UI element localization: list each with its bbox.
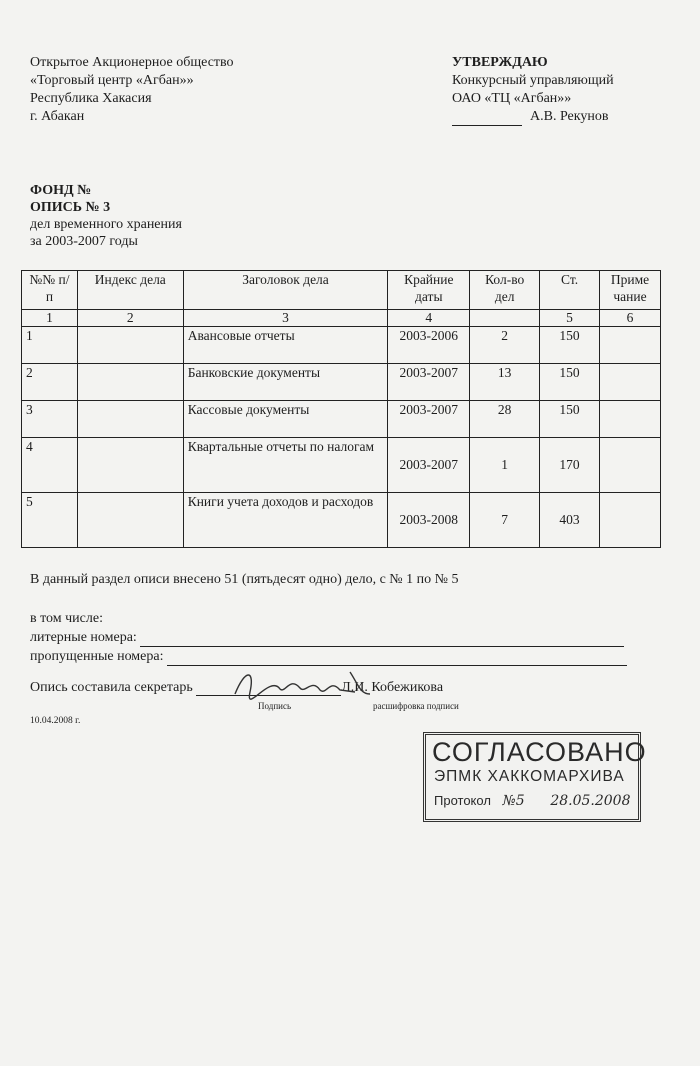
org-line: «Торговый центр «Агбан»» — [30, 73, 194, 88]
cell-count: 28 — [470, 401, 540, 438]
org-line: Открытое Акционерное общество — [30, 55, 234, 70]
table-row — [22, 327, 661, 364]
cell-article: 150 — [540, 327, 600, 364]
approve-signature-row — [452, 108, 614, 126]
handwritten-signature — [230, 664, 380, 704]
approval-block — [452, 54, 614, 126]
inventory-table — [21, 270, 661, 548]
stamp-organization: ЭПМК ХАККОМАРХИВА — [434, 768, 625, 785]
cell-article: 150 — [540, 401, 600, 438]
column-number: 6 — [600, 310, 661, 327]
cell-dates: 2003-2008 — [388, 493, 470, 548]
organization-block — [30, 54, 234, 126]
header-dates: Крайние даты — [388, 271, 470, 310]
approval-stamp — [423, 732, 647, 822]
cell-title: Авансовые отчеты — [183, 327, 388, 364]
column-number: 5 — [540, 310, 600, 327]
table-row — [22, 401, 661, 438]
header-article: Ст. — [540, 271, 600, 310]
approve-position: Конкурсный управляющий — [452, 73, 614, 88]
org-line: г. Абакан — [30, 109, 85, 124]
caption-decoding: расшифровка подписи — [373, 701, 459, 711]
org-line: Республика Хакасия — [30, 91, 152, 106]
cell-dates: 2003-2006 — [388, 327, 470, 364]
stamp-protocol-label: Протокол — [434, 793, 491, 808]
column-number: 2 — [77, 310, 183, 327]
column-number-row — [22, 310, 661, 327]
inventory-years: за 2003-2007 годы — [30, 234, 138, 249]
cell-count: 7 — [470, 493, 540, 548]
document-title — [30, 182, 182, 250]
cell-dates: 2003-2007 — [388, 438, 470, 493]
cell-article: 170 — [540, 438, 600, 493]
including-label: в том числе: — [30, 611, 103, 626]
missed-numbers-label: пропущенные номера: — [30, 649, 164, 664]
cell-note — [600, 364, 661, 401]
table-header-row — [22, 271, 661, 310]
cell-index — [77, 364, 183, 401]
signature-line — [452, 112, 522, 126]
header-number: №№ п/п — [22, 271, 78, 310]
letter-numbers-label: литерные номера: — [30, 630, 137, 645]
header-count: Кол-во дел — [470, 271, 540, 310]
letter-numbers-line — [140, 632, 624, 647]
cell-count: 13 — [470, 364, 540, 401]
header-note: Приме чание — [600, 271, 661, 310]
cell-index — [77, 438, 183, 493]
table-row — [22, 438, 661, 493]
header-index: Индекс дела — [77, 271, 183, 310]
summary-line: В данный раздел описи внесено 51 (пятьдесят одно) дело, с № 1 по № 5 — [30, 572, 459, 587]
cell-number: 5 — [22, 493, 78, 548]
cell-index — [77, 493, 183, 548]
header-case-title: Заголовок дела — [183, 271, 388, 310]
cell-title: Книги учета доходов и расходов — [183, 493, 388, 548]
column-number-empty — [470, 310, 540, 327]
cell-article: 403 — [540, 493, 600, 548]
cell-title: Кассовые документы — [183, 401, 388, 438]
cell-note — [600, 327, 661, 364]
stamp-title: СОГЛАСОВАНО — [432, 737, 647, 767]
inventory-subtitle: дел временного хранения — [30, 217, 182, 232]
cell-dates: 2003-2007 — [388, 364, 470, 401]
cell-note — [600, 493, 661, 548]
cell-note — [600, 401, 661, 438]
approve-title: УТВЕРЖДАЮ — [452, 55, 548, 70]
letter-numbers-row — [30, 628, 650, 647]
stamp-protocol-row — [434, 793, 631, 809]
table-row — [22, 493, 661, 548]
approve-name: А.В. Рекунов — [530, 109, 609, 124]
including-block — [30, 609, 650, 666]
table-row — [22, 364, 661, 401]
cell-note — [600, 438, 661, 493]
cell-count: 1 — [470, 438, 540, 493]
compiled-label: Опись составила секретарь — [30, 680, 193, 695]
cell-number: 4 — [22, 438, 78, 493]
cell-number: 1 — [22, 327, 78, 364]
cell-title: Квартальные отчеты по налогам — [183, 438, 388, 493]
cell-article: 150 — [540, 364, 600, 401]
inventory-label: ОПИСЬ № 3 — [30, 200, 111, 215]
cell-count: 2 — [470, 327, 540, 364]
document-date: 10.04.2008 г. — [30, 716, 81, 726]
fund-label: ФОНД № — [30, 183, 92, 198]
column-number: 1 — [22, 310, 78, 327]
approve-company: ОАО «ТЦ «Агбан»» — [452, 91, 572, 106]
column-number: 3 — [183, 310, 388, 327]
cell-index — [77, 401, 183, 438]
cell-index — [77, 327, 183, 364]
cell-number: 2 — [22, 364, 78, 401]
cell-number: 3 — [22, 401, 78, 438]
caption-signature: Подпись — [258, 701, 292, 711]
compiler-name: Л.И. Кобежикова — [341, 680, 444, 695]
stamp-protocol-number: №5 — [502, 793, 525, 809]
column-number: 4 — [388, 310, 470, 327]
cell-dates: 2003-2007 — [388, 401, 470, 438]
cell-title: Банковские документы — [183, 364, 388, 401]
stamp-protocol-date: 28.05.2008 — [550, 793, 631, 809]
